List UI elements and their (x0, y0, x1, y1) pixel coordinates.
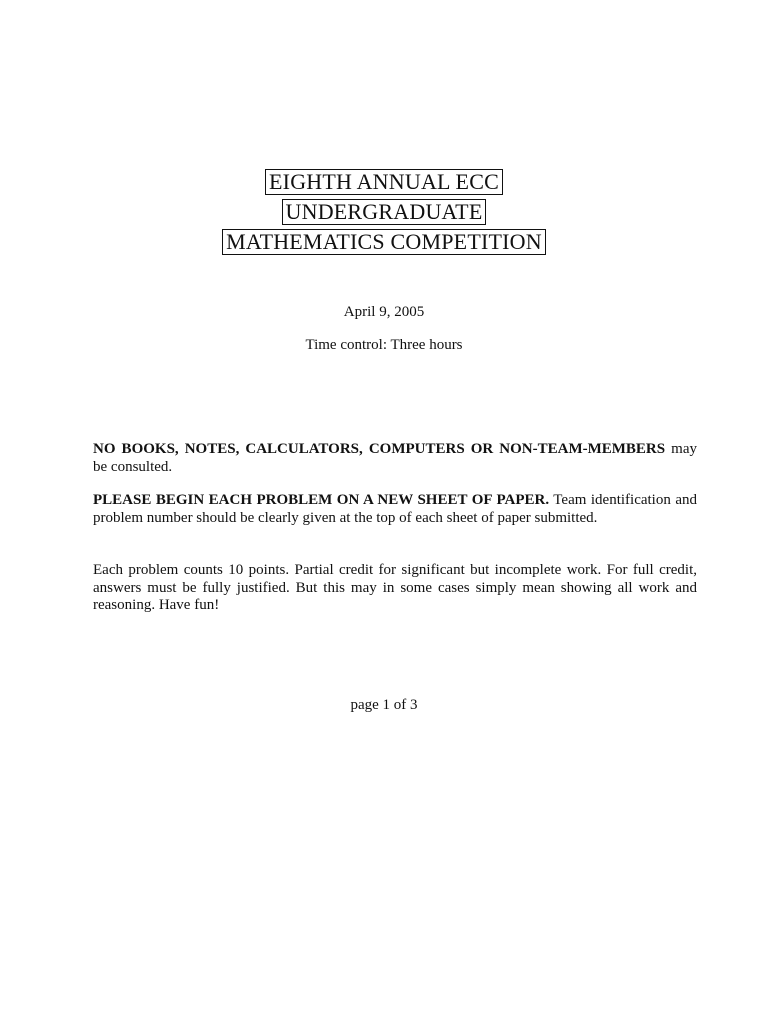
instruction-2-rest: Team identification and problem number should be clearly given at the top of each sheet of paper submitted. (93, 492, 697, 526)
instruction-1-rest: may be consulted. (93, 441, 697, 475)
instruction-paragraph-2 (93, 492, 697, 527)
time-control: Time control: Three hours (305, 337, 463, 353)
instruction-2-bold: PLEASE BEGIN EACH PROBLEM ON A NEW SHEET OF PAPER. (93, 492, 550, 508)
competition-date: April 9, 2005 (343, 304, 425, 320)
page-number: page 1 of 3 (350, 697, 418, 713)
instruction-1-bold: NO BOOKS, NOTES, CALCULATORS, COMPUTERS OR NON-TEAM-MEMBERS (93, 441, 666, 457)
title-line-3: MATHEMATICS COMPETITION (222, 229, 546, 255)
instruction-paragraph-3: Each problem counts 10 points. Partial credit for significant but incomplete work. For full credit, answers must be fully justified. But this may in some cases simply mean showing all work and reasoning. Have fun! (93, 562, 697, 613)
title-line-2: UNDERGRADUATE (282, 199, 487, 225)
title-block (0, 169, 768, 259)
title-line-1: EIGHTH ANNUAL ECC (265, 169, 503, 195)
instruction-paragraph-1 (93, 441, 697, 476)
